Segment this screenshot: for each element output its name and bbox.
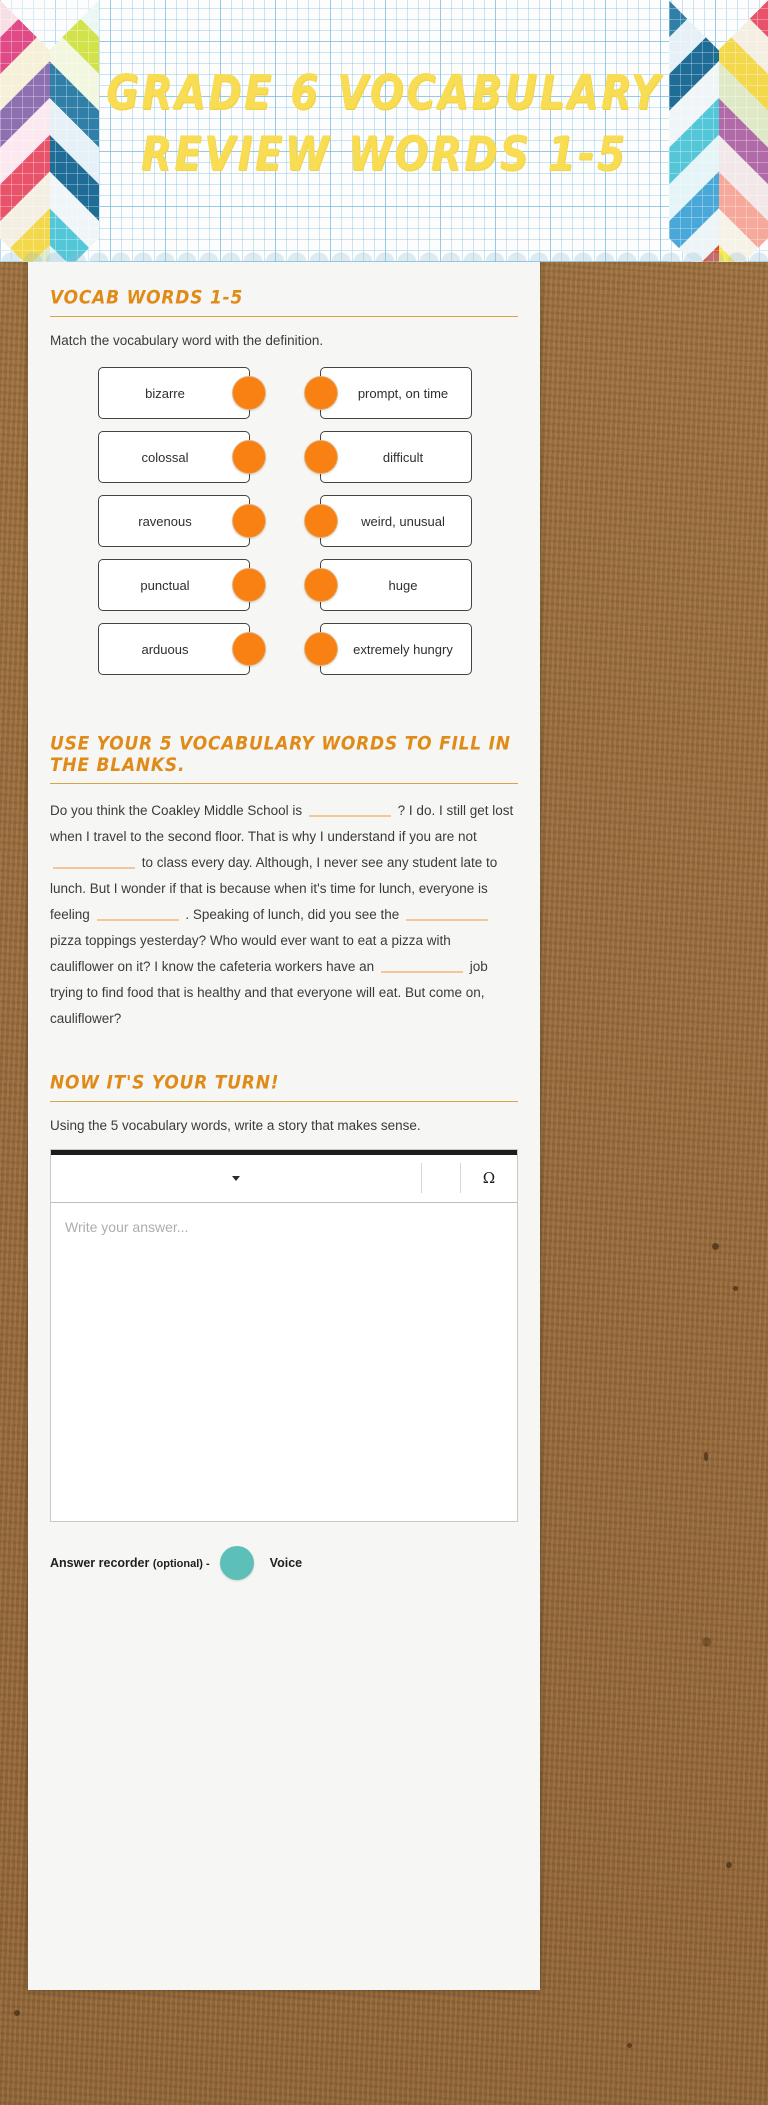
text-style-dropdown[interactable] bbox=[51, 1155, 421, 1202]
section-heading-blanks: USE YOUR 5 VOCABULARY WORDS TO FILL IN THE BLANKS. bbox=[50, 733, 511, 777]
vocab-word-card[interactable] bbox=[98, 495, 250, 547]
background-speck bbox=[704, 1452, 708, 1461]
paragraph-part: Do you think the Coakley Middle School is bbox=[50, 803, 303, 819]
section-divider bbox=[50, 783, 518, 784]
definition-card[interactable] bbox=[320, 559, 472, 611]
connector-dot-icon[interactable] bbox=[232, 376, 266, 410]
recorder-label bbox=[50, 1556, 210, 1570]
vocab-word-card[interactable] bbox=[98, 559, 250, 611]
editor-placeholder: Write your answer... bbox=[65, 1218, 189, 1235]
recorder-voice-label: Voice bbox=[269, 1555, 303, 1570]
section-divider bbox=[50, 1101, 518, 1102]
definition-label: weird, unusual bbox=[361, 513, 445, 529]
blank-field-5[interactable] bbox=[381, 971, 463, 973]
vocab-word-label: arduous bbox=[141, 641, 189, 657]
background-speck bbox=[627, 2043, 632, 2048]
recorder-label-text: Answer recorder bbox=[50, 1555, 150, 1570]
vocab-word-card[interactable] bbox=[98, 367, 250, 419]
background-speck bbox=[14, 2010, 20, 2016]
worksheet-content bbox=[28, 262, 540, 1580]
definition-card[interactable] bbox=[320, 495, 472, 547]
paragraph-part: job trying to find food that is healthy and that everyone will eat. But come on, cauliflower? bbox=[50, 958, 488, 1026]
connector-dot-icon[interactable] bbox=[232, 568, 266, 602]
connector-dot-icon[interactable] bbox=[304, 376, 338, 410]
paragraph-part: to class every day. Although, I never see any student late to lunch. But I wonder if that is because when it's time for lunch, everyone is feeling bbox=[50, 855, 498, 922]
vocab-word-card[interactable] bbox=[98, 431, 250, 483]
section-heading-vocab: VOCAB WORDS 1-5 bbox=[50, 287, 244, 309]
answer-recorder bbox=[50, 1522, 518, 1580]
toolbar-button-slot[interactable] bbox=[422, 1155, 460, 1202]
match-row bbox=[50, 495, 518, 547]
your-turn-instruction: Using the 5 vocabulary words, write a story that makes sense. bbox=[50, 1118, 421, 1134]
paragraph-part: pizza toppings yesterday? Who would ever want to eat a pizza with cauliflower on it? I know the cafeteria workers have an bbox=[50, 932, 451, 974]
definition-label: huge bbox=[388, 577, 418, 593]
worksheet-sheet bbox=[28, 0, 662, 1990]
background-speck bbox=[733, 1286, 738, 1291]
blank-field-4[interactable] bbox=[406, 919, 488, 921]
editor-text-area[interactable] bbox=[51, 1203, 517, 1521]
vocab-word-label: ravenous bbox=[138, 513, 192, 529]
connector-dot-icon[interactable] bbox=[304, 568, 338, 602]
recorder-optional-text: (optional) - bbox=[152, 1557, 210, 1570]
background-speck bbox=[712, 1243, 719, 1250]
definition-label: prompt, on time bbox=[357, 385, 449, 401]
connector-dot-icon[interactable] bbox=[304, 440, 338, 474]
background-speck bbox=[726, 1862, 732, 1868]
connector-dot-icon[interactable] bbox=[304, 504, 338, 538]
definition-card[interactable] bbox=[320, 367, 472, 419]
chevron-down-icon bbox=[232, 1176, 240, 1181]
definition-label: difficult bbox=[382, 449, 424, 465]
worksheet-title-line-2: REVIEW WORDS 1-5 bbox=[140, 127, 628, 182]
definition-label: extremely hungry bbox=[353, 641, 453, 657]
worksheet-title bbox=[0, 63, 768, 186]
connector-dot-icon[interactable] bbox=[232, 504, 266, 538]
worksheet-header-banner bbox=[0, 0, 768, 262]
worksheet-title-line-1: GRADE 6 VOCABULARY bbox=[106, 66, 662, 121]
connector-dot-icon[interactable] bbox=[304, 632, 338, 666]
vocab-word-card[interactable] bbox=[98, 623, 250, 675]
answer-editor[interactable] bbox=[50, 1149, 518, 1522]
paragraph-part: ? I do. I still get lost when I travel to the second floor. That is why I understand if you are not bbox=[50, 803, 514, 845]
match-row bbox=[50, 367, 518, 419]
blank-field-1[interactable] bbox=[309, 815, 391, 817]
paragraph-part: . Speaking of lunch, did you see the bbox=[185, 906, 400, 922]
connector-dot-icon[interactable] bbox=[232, 632, 266, 666]
match-row bbox=[50, 559, 518, 611]
section-heading-your-turn: NOW IT'S YOUR TURN! bbox=[50, 1072, 280, 1095]
scalloped-edge bbox=[0, 246, 768, 262]
vocab-instruction: Match the vocabulary word with the definition. bbox=[50, 333, 324, 348]
match-row bbox=[50, 431, 518, 483]
blank-field-3[interactable] bbox=[97, 919, 179, 921]
vocab-word-label: punctual bbox=[140, 577, 190, 593]
vocab-word-label: bizarre bbox=[145, 385, 185, 401]
fill-in-blanks-paragraph bbox=[50, 798, 518, 1031]
editor-toolbar bbox=[51, 1155, 517, 1203]
section-divider bbox=[50, 316, 518, 317]
definition-card[interactable] bbox=[320, 623, 472, 675]
match-row bbox=[50, 623, 518, 675]
record-button-icon[interactable] bbox=[220, 1546, 254, 1580]
special-character-button[interactable]: Ω bbox=[482, 1169, 496, 1188]
vocab-word-label: colossal bbox=[141, 449, 189, 465]
connector-dot-icon[interactable] bbox=[232, 440, 266, 474]
matching-exercise bbox=[50, 363, 518, 709]
blank-field-2[interactable] bbox=[53, 867, 135, 869]
definition-card[interactable] bbox=[320, 431, 472, 483]
